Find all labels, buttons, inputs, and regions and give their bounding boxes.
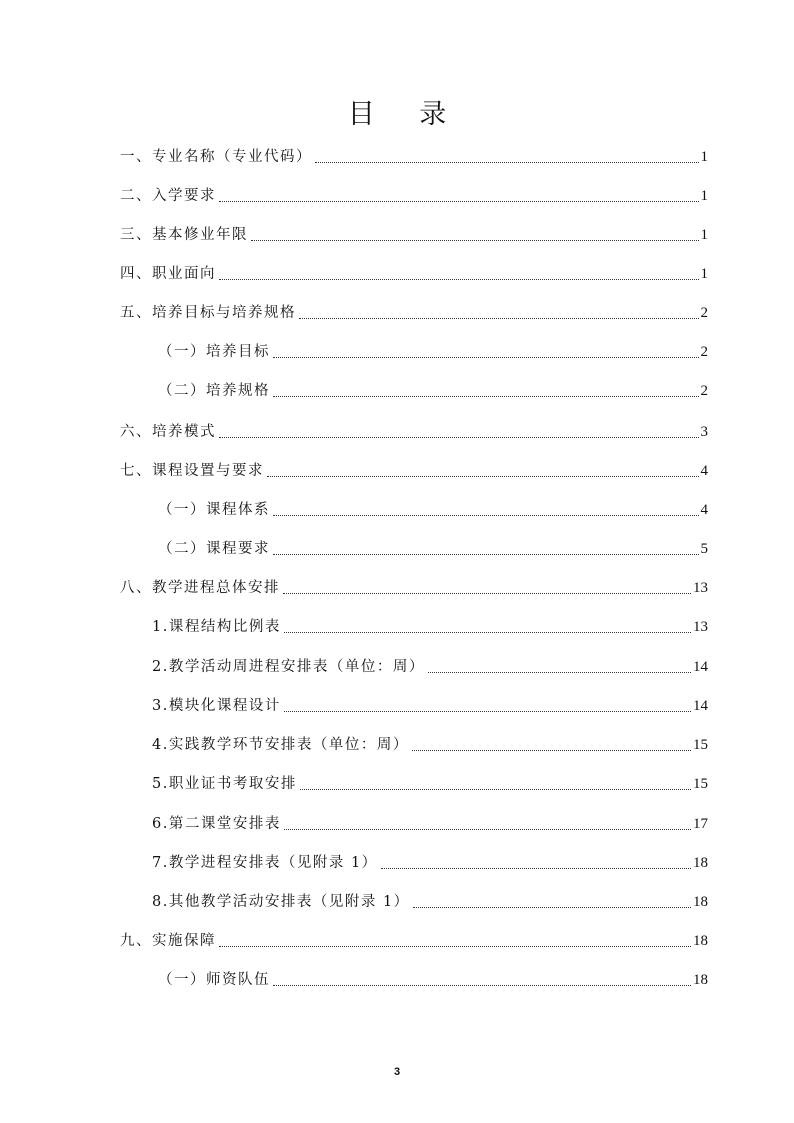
toc-entry-page: 3: [700, 424, 708, 440]
toc-entry-page: 17: [693, 816, 708, 832]
toc-entry[interactable]: [120, 223, 708, 247]
toc-leader-dots: [283, 593, 691, 594]
toc-entry[interactable]: [120, 301, 708, 325]
toc-entry-page: 15: [693, 737, 708, 753]
toc-entry-label: 八、教学进程总体安排: [120, 580, 280, 596]
toc-leader-dots: [284, 829, 691, 830]
toc-entry[interactable]: [152, 890, 708, 914]
toc-leader-dots: [251, 240, 699, 241]
toc-entry-page: 1: [700, 266, 708, 282]
toc-leader-dots: [315, 162, 699, 163]
toc-entry-page: 18: [693, 933, 708, 949]
toc-leader-dots: [273, 515, 699, 516]
toc-leader-dots: [381, 868, 691, 869]
toc-entry[interactable]: [120, 576, 708, 600]
toc-leader-dots: [219, 201, 699, 202]
toc-entry-label: 一、专业名称（专业代码）: [120, 149, 312, 165]
toc-entry-page: 14: [693, 659, 708, 675]
toc-entry-label: 5.职业证书考取安排: [152, 776, 297, 792]
toc-entry-page: 13: [693, 619, 708, 635]
toc-entry-page: 18: [693, 855, 708, 871]
toc-entry-label: （一）培养目标: [158, 344, 270, 360]
toc-entry-label: 五、培养目标与培养规格: [120, 305, 296, 321]
toc-leader-dots: [284, 632, 691, 633]
toc-entry[interactable]: [152, 694, 708, 718]
toc-entry-label: 九、实施保障: [120, 933, 216, 949]
toc-entry-label: 四、职业面向: [120, 266, 216, 282]
toc-leader-dots: [284, 711, 691, 712]
toc-entry-page: 1: [700, 188, 708, 204]
toc-entry-page: 15: [693, 776, 708, 792]
toc-entry[interactable]: [152, 851, 708, 875]
toc-entry-label: （一）师资队伍: [158, 972, 270, 988]
toc-leader-dots: [299, 318, 699, 319]
toc-entry-page: 1: [700, 227, 708, 243]
toc-entry-page: 18: [693, 894, 708, 910]
toc-entry[interactable]: [158, 340, 708, 364]
toc-entry[interactable]: [158, 537, 708, 561]
toc-entry-page: 4: [700, 502, 708, 518]
toc-entry[interactable]: [152, 812, 708, 836]
toc-entry-page: 2: [700, 383, 708, 399]
toc-leader-dots: [273, 357, 699, 358]
toc-leader-dots: [273, 396, 699, 397]
toc-entry-label: 6.第二课堂安排表: [152, 816, 281, 832]
toc-leader-dots: [300, 789, 691, 790]
toc-entry-page: 14: [693, 698, 708, 714]
toc-entry-label: 二、入学要求: [120, 188, 216, 204]
toc-leader-dots: [273, 985, 691, 986]
toc-entry-page: 18: [693, 972, 708, 988]
toc-entry-page: 1: [700, 149, 708, 165]
toc-entry-label: （二）培养规格: [158, 383, 270, 399]
toc-entry-label: 六、培养模式: [120, 424, 216, 440]
toc-entry[interactable]: [120, 929, 708, 953]
toc-entry-label: 2.教学活动周进程安排表（单位：周）: [152, 659, 425, 675]
toc-entry[interactable]: [158, 968, 708, 992]
toc-entry[interactable]: [120, 459, 708, 483]
page-number: 3: [393, 1066, 401, 1078]
toc-leader-dots: [219, 437, 699, 438]
toc-leader-dots: [413, 907, 691, 908]
toc-entry[interactable]: [158, 498, 708, 522]
toc-entry-page: 5: [700, 541, 708, 557]
toc-entry-page: 4: [700, 463, 708, 479]
toc-entry-label: 3.模块化课程设计: [152, 698, 281, 714]
toc-leader-dots: [273, 554, 699, 555]
toc-entry-label: 8.其他教学活动安排表（见附录 1）: [152, 894, 410, 910]
page-title: 目 录: [347, 99, 465, 130]
toc-entry-page: 2: [700, 305, 708, 321]
toc-entry-label: 7.教学进程安排表（见附录 1）: [152, 855, 378, 871]
toc-entry[interactable]: [120, 145, 708, 169]
toc-entry[interactable]: [158, 379, 708, 403]
toc-leader-dots: [412, 750, 691, 751]
toc-entry-label: 1.课程结构比例表: [152, 619, 281, 635]
toc-entry[interactable]: [120, 184, 708, 208]
toc-entry[interactable]: [120, 262, 708, 286]
toc-leader-dots: [219, 279, 699, 280]
toc-leader-dots: [219, 946, 691, 947]
toc-entry[interactable]: [152, 733, 708, 757]
toc-entry-label: 4.实践教学环节安排表（单位：周）: [152, 737, 409, 753]
toc-entry[interactable]: [120, 420, 708, 444]
toc-leader-dots: [428, 672, 691, 673]
toc-entry-label: （二）课程要求: [158, 541, 270, 557]
toc-entry-label: 七、课程设置与要求: [120, 463, 264, 479]
toc-entry[interactable]: [152, 615, 708, 639]
toc-leader-dots: [267, 476, 699, 477]
toc-entry-label: （一）课程体系: [158, 502, 270, 518]
toc-entry-page: 13: [693, 580, 708, 596]
toc-entry-label: 三、基本修业年限: [120, 227, 248, 243]
toc-entry-page: 2: [700, 344, 708, 360]
toc-entry[interactable]: [152, 772, 708, 796]
toc-entry[interactable]: [152, 655, 708, 679]
